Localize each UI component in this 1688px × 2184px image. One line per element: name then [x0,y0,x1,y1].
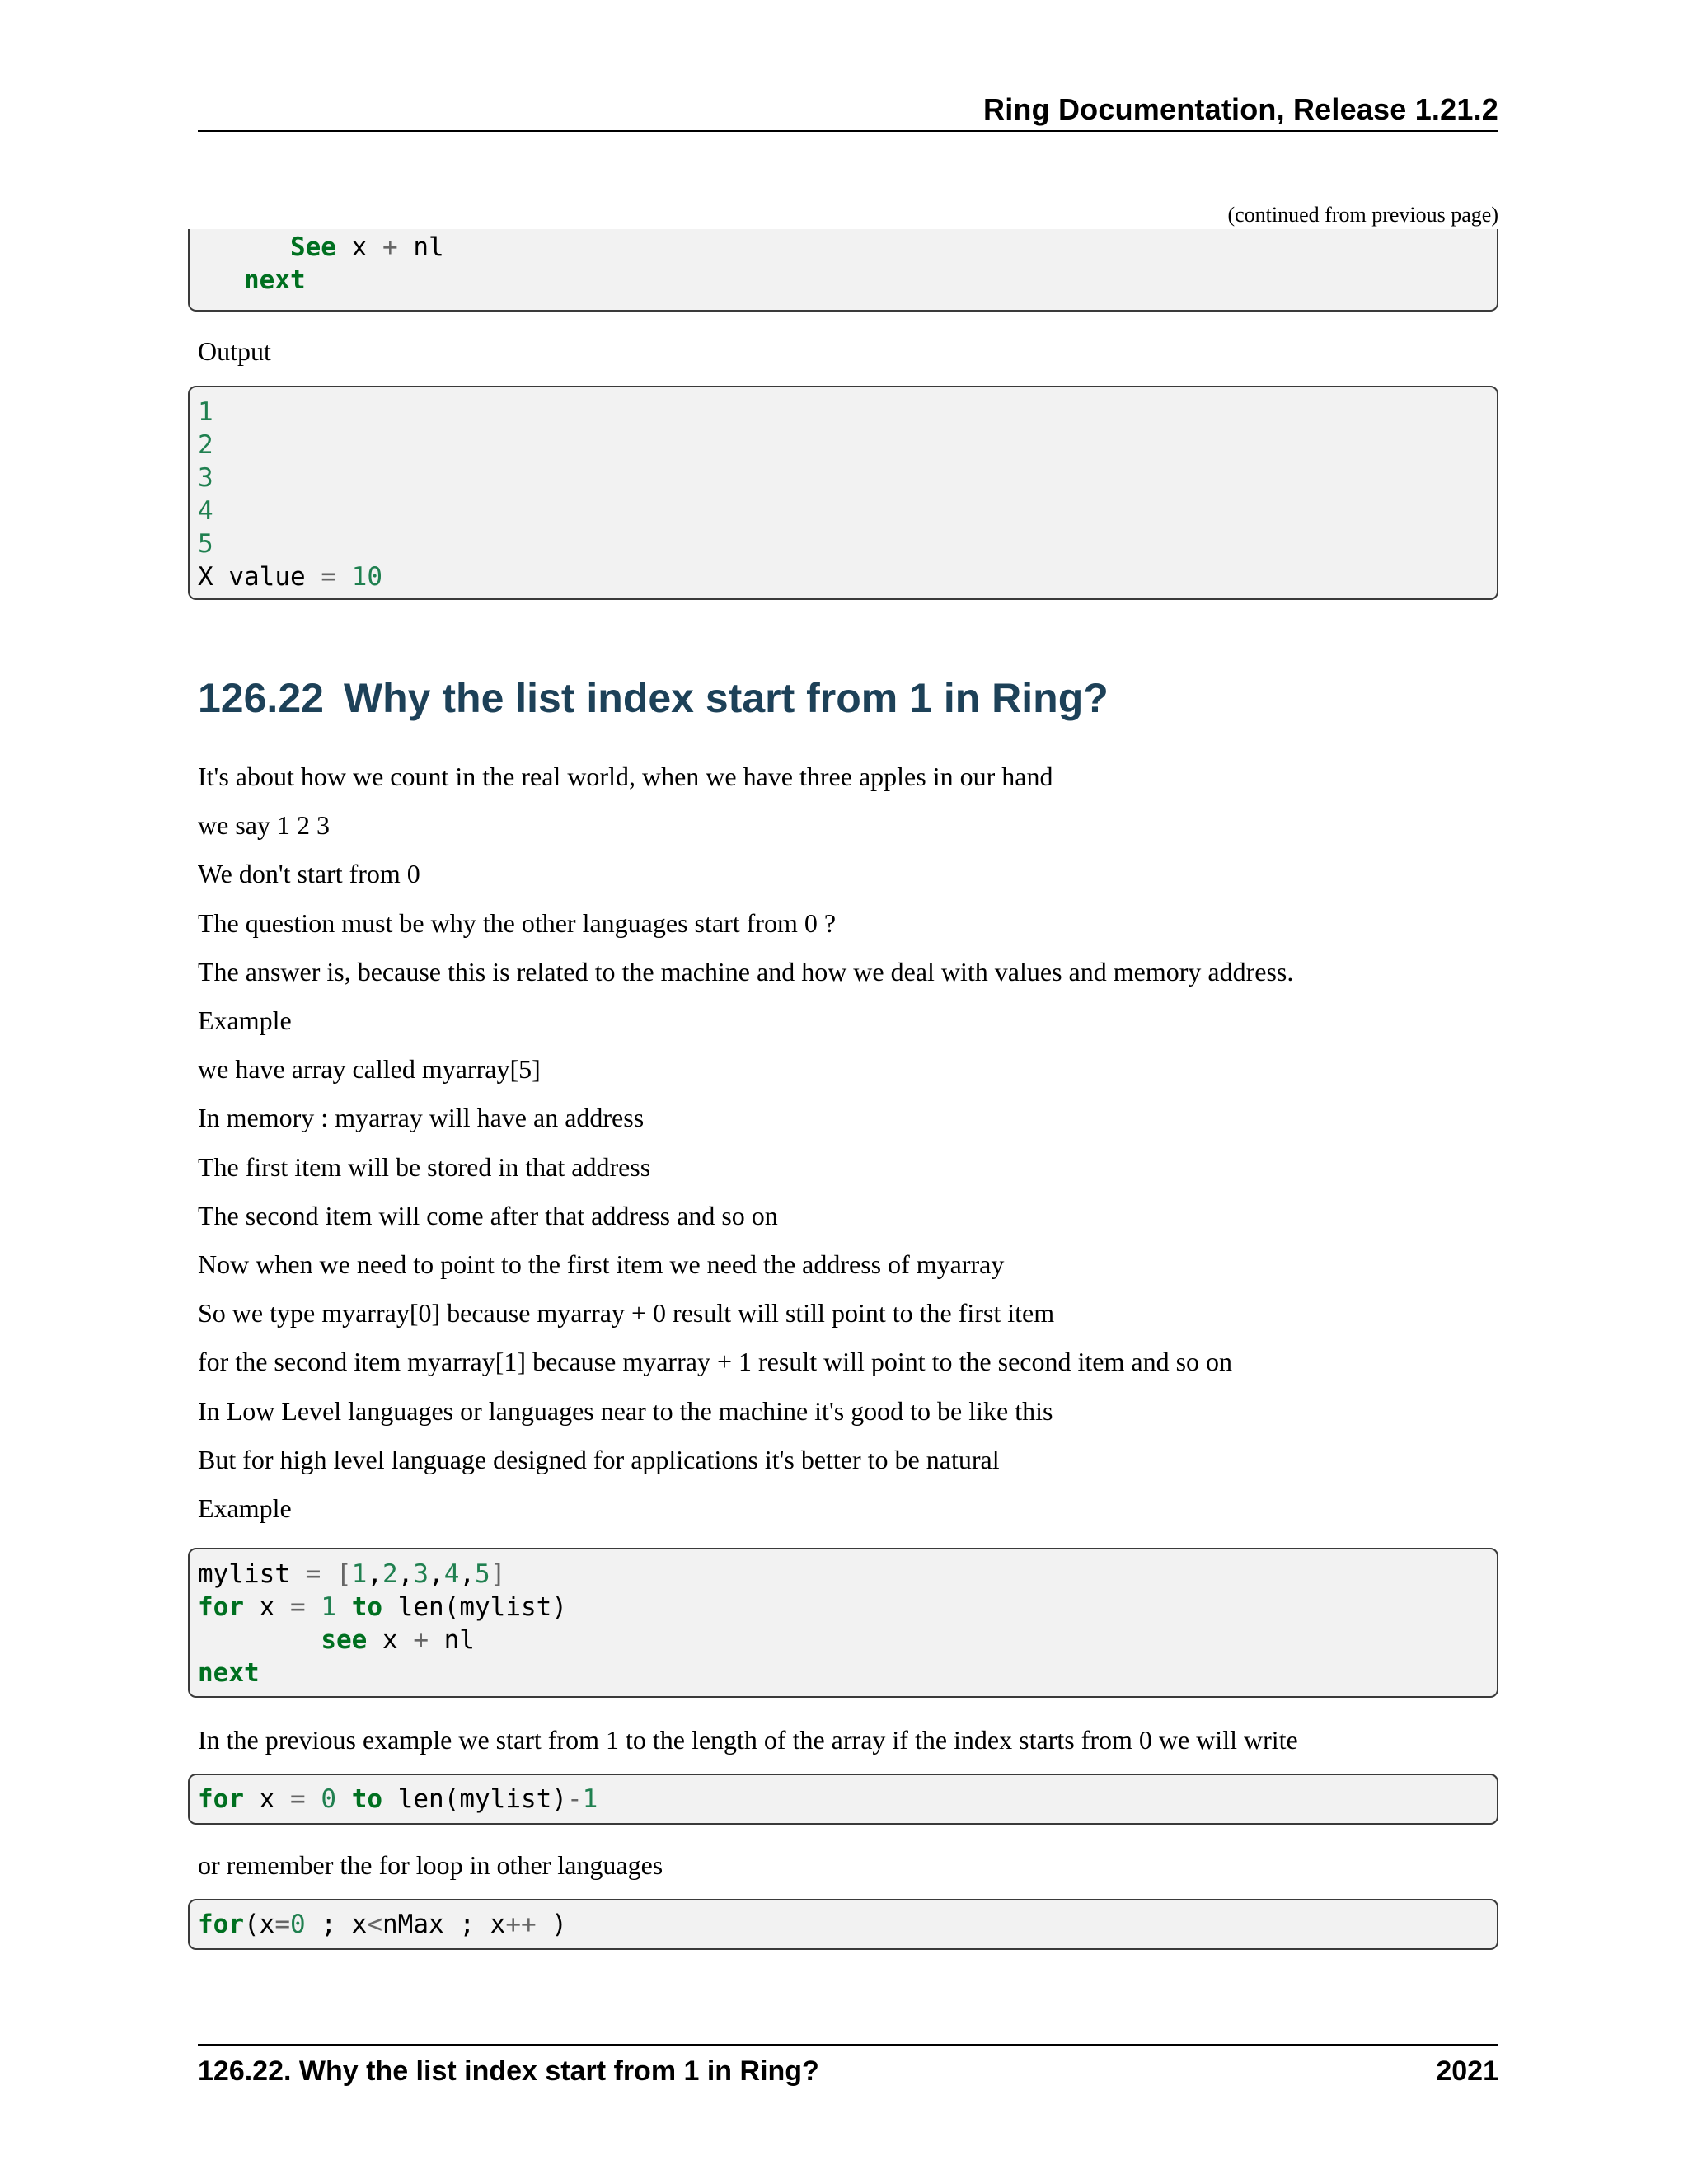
code-line: 4 [198,496,213,526]
page-header [198,89,1498,132]
code-line: for(x=0 ; x<nMax ; x++ ) [198,1910,567,1939]
paragraph: In Low Level languages or languages near to the machine it's good to be like this [198,1396,1053,1426]
paragraph: We don't start from 0 [198,859,420,888]
paragraph: The second item will come after that address and so on [198,1201,778,1230]
code-line: See x + nl [289,232,444,262]
paragraph: But for high level language designed for applications it's better to be natural [198,1445,1000,1474]
paragraph: Now when we need to point to the first item we need the address of myarray [198,1249,1005,1279]
code-line: X value = 10 [198,562,382,592]
paragraph: So we type myarray[0] because myarray + 0 result will still point to the first item [198,1298,1055,1328]
code-block-c-loop [188,1899,1498,1950]
section-number: 126.22 [198,675,324,721]
header-title: Ring Documentation, Release 1.21.2 [983,92,1498,126]
paragraph: we say 1 2 3 [198,810,330,840]
page-footer [198,2044,1498,2095]
paragraph: we have array called myarray[5] [198,1054,541,1084]
code-block-continued [188,229,1498,312]
code-line: next [244,265,306,295]
paragraph: Example [198,1005,292,1035]
code-line: see x + nl [321,1625,475,1655]
code-line: next [198,1658,260,1688]
paragraph: The question must be why the other languages start from 0 ? [198,908,837,938]
code-line: for x = 0 to len(mylist)-1 [198,1784,598,1814]
code-line: 1 [198,397,213,427]
code-line: mylist = [1,2,3,4,5] [198,1559,506,1589]
paragraph: Example [198,1493,292,1523]
section-title-text: Why the list index start from 1 in Ring? [343,675,1109,721]
paragraph-after-example: In the previous example we start from 1 to the length of the array if the index starts from 0 we will write [198,1725,1298,1755]
footer-section-ref: 126.22. Why the list index start from 1 in Ring? [198,2055,819,2087]
document-page [198,0,1498,2184]
code-block-zero-index [188,1774,1498,1825]
paragraph-for-loop: or remember the for loop in other languages [198,1850,663,1880]
section-heading [198,674,1109,722]
continued-note: (continued from previous page) [1227,203,1498,227]
code-line: 3 [198,463,213,493]
paragraph: for the second item myarray[1] because myarray + 1 result will point to the second item and so on [198,1347,1233,1376]
paragraph: In memory : myarray will have an address [198,1103,645,1132]
paragraph: The answer is, because this is related to the machine and how we deal with values and memory address. [198,957,1294,987]
footer-page-number: 2021 [1436,2055,1498,2087]
paragraph: The first item will be stored in that address [198,1152,651,1182]
code-line: for x = 1 to len(mylist) [198,1592,567,1622]
code-line: 5 [198,529,213,559]
code-line: 2 [198,430,213,460]
paragraph: It's about how we count in the real world, when we have three apples in our hand [198,762,1053,791]
code-block-example [188,1548,1498,1698]
output-label: Output [198,336,271,366]
code-block-output [188,386,1498,600]
